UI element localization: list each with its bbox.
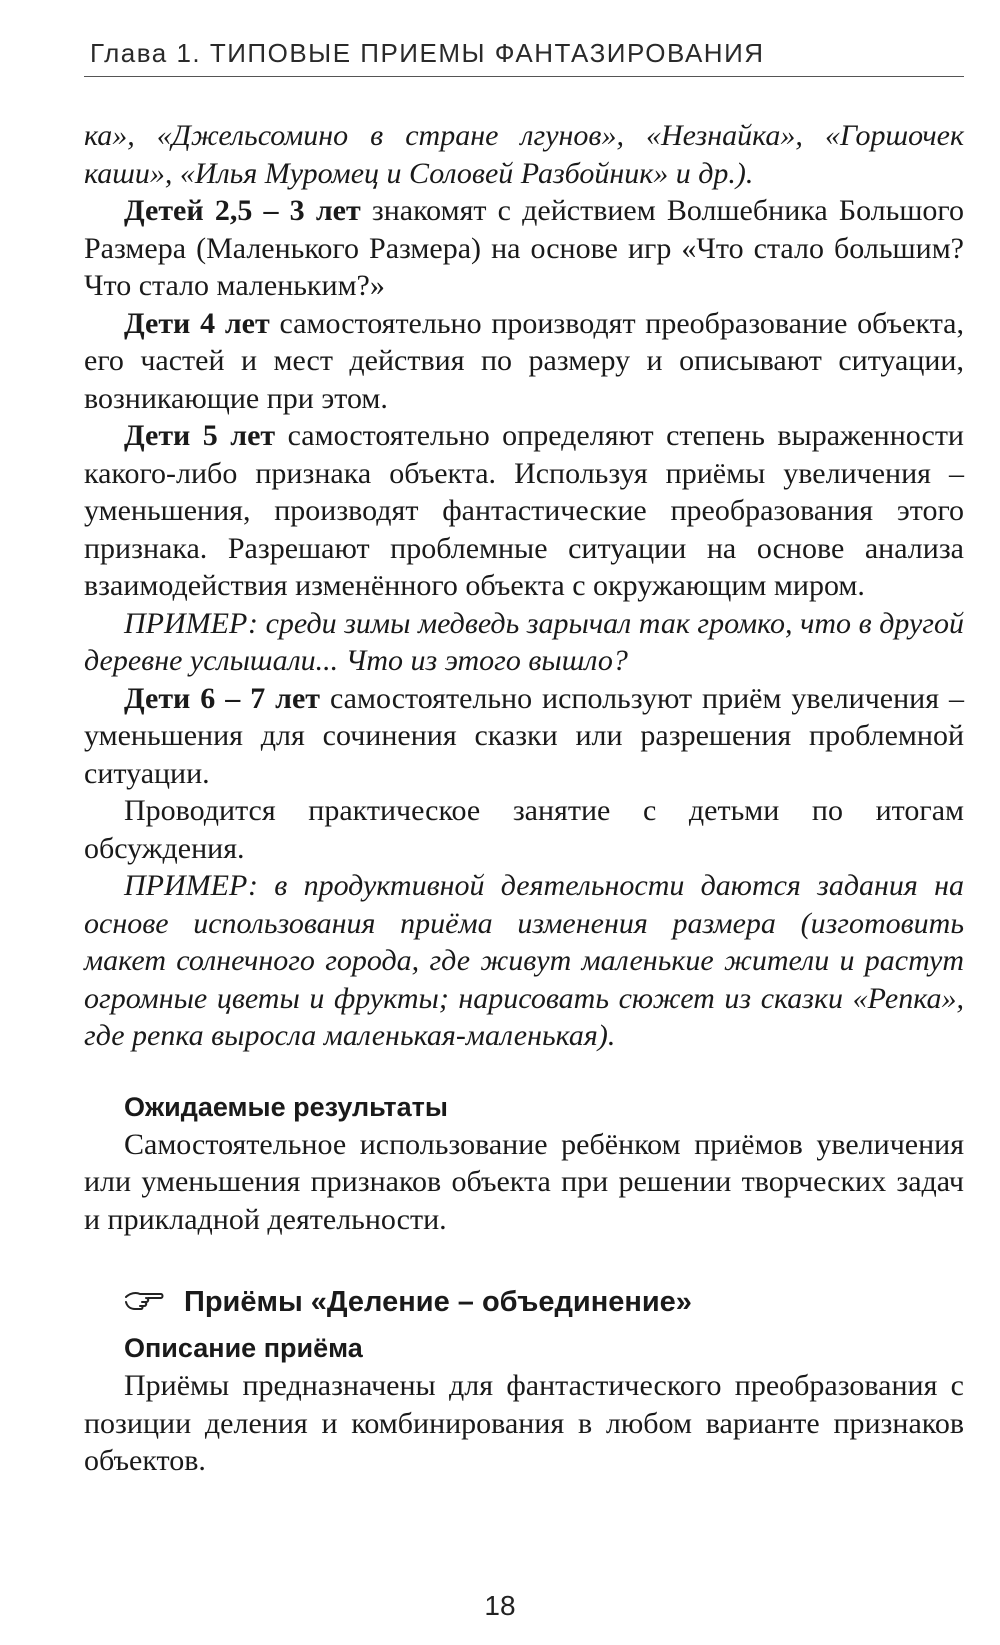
age-label-5: Дети 5 лет [124,419,276,452]
results-paragraph: Самостоятельное использование ребёнком приёмов увеличения или уменьшения признаков объекта при решении творческих задач и прикладной деятельности. [84,1127,964,1236]
age-label-2-3: Детей 2,5 – 3 лет [124,194,361,227]
page-number: 18 [484,1590,516,1621]
paragraph-age-6-7 [84,680,964,793]
paragraph-age-2-3 [84,192,964,305]
description-heading: Описание приёма [124,1333,363,1363]
description-paragraph: Приёмы предназначены для фантастического преобразования с позиции деления и комбинирования в любом варианте признаков объектов. [84,1369,964,1477]
example-paragraph: ПРИМЕР: в продуктивной деятельности даются задания на основе использования приёма изменения размера (изготовить макет солнечного города, где живут маленькие жители и растут огромные цветы и фрукты; нарисовать сюжет из сказки «Репка», где репка выросла маленькая-маленькая). [84,869,964,1052]
paragraph-text: самостоятельно производят преобразование объекта, его частей и мест действия по размеру и описывают ситуации, возникающие при этом. [84,306,964,415]
example-paragraph: ПРИМЕР: среди зимы медведь зарычал так громко, что в другой деревне услышали... Что из этого вышло? [84,606,964,677]
paragraph-continuation: ка», «Джельсомино в стране лгунов», «Незнайка», «Горшочек каши», «Илья Муромец и Соловей Разбойник» и др.). [84,119,964,190]
header-rule [84,76,964,77]
paragraph-age-4 [84,305,964,418]
paragraph-practical: Проводится практическое занятие с детьми по итогам обсуждения. [84,794,964,865]
paragraph-text: знакомят с действием Волшебника Большого Размера (Маленького Размера) на основе игр «Что стало большим? Что стало маленьким?» [84,194,964,302]
paragraph-age-5 [84,417,964,605]
paragraph-text: самостоятельно используют приём увеличения – уменьшения для сочинения сказки или разрешения проблемной ситуации. [84,681,964,790]
paragraph-text: самостоятельно определяют степень выраженности какого-либо признака объекта. Используя приёмы увеличения – уменьшения, производят фантастические преобразования этого признака. Разрешают проблемные ситуации на основе анализа взаимодействия изменённого объекта с окружающим миром. [84,419,964,602]
age-label-6-7: Дети 6 – 7 лет [124,681,321,715]
running-head: Глава 1. ТИПОВЫЕ ПРИЕМЫ ФАНТАЗИРОВАНИЯ [90,38,765,68]
section-title: Приёмы «Деление – объединение» [184,1286,692,1318]
results-heading: Ожидаемые результаты [124,1091,448,1122]
section-heading [84,1282,964,1322]
age-label-4: Дети 4 лет [124,306,270,340]
page-body [84,117,964,1480]
pointing-hand-icon [124,1282,168,1322]
